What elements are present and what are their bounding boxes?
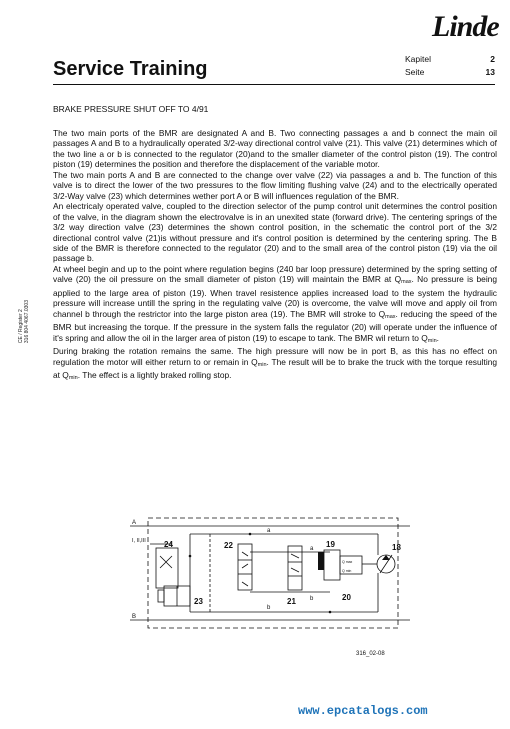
component-24-label: 24 — [164, 540, 173, 549]
hydraulic-schematic — [130, 512, 415, 642]
component-23-label: 23 — [194, 597, 203, 606]
component-18-label: 18 — [392, 543, 401, 552]
component-20-label: 20 — [342, 593, 351, 602]
component-21-label: 21 — [287, 597, 296, 606]
paragraph: An electricaly operated valve, coupled to the direction selector of the pump control unit determines the control position of the valve, in the diagram shown the electrovalve is in an unexited state (forward drive). The centering springs of the 3/2 way direction valve (23) determines the shown control position, in the schematic the control port of the 3/2 directional control valve (21)is without pressure and it's control position is determined by the centering spring. The B side of the BMR is therefore connected to the regulator (20) and to the small area of the control piston (19) via the oil passage b. — [53, 201, 497, 264]
paragraph: At wheel begin and up to the point where regulation begins (240 bar loop pressure) determined by the spring setting of valve (20) the oil pressure on the small diameter of piston (19) will maintain the BMR at $Q_{max}$. No pressure is being applied to the large area of piston (19). When travel resistence applies increased load to the system the hydraulic pressure will increase untill the spring in the regulating valve (20) is overcome, the valve will move and apply oil from channel b through the restrictor into the large piston area (19). The BMR will stroke to $Q_{max}$. reducing the speed of the BMR but increasing the torque. If the pressure in the system falls the regulator (20) will operate under the influence of it's spring and allow the oil in the larger area of piston (19) to escape to tank. The BMR wil return to $Q_{min}$. — [53, 263, 497, 344]
port-a-label: A — [132, 520, 137, 526]
watermark-link: www.epcatalogs.com — [298, 704, 428, 718]
qmin-tag: Q min — [342, 569, 352, 573]
passage-a-label: a — [267, 528, 271, 534]
component-19-label: 19 — [326, 540, 335, 549]
qmax-tag: Q max — [342, 560, 353, 564]
passage-a2-label: a — [310, 546, 314, 552]
port-b-label: B — [132, 614, 137, 620]
header-rule — [53, 84, 495, 85]
side-register-code: CE / Register 2 316 804 4067.0303 — [18, 300, 30, 344]
line-label: I, II,III — [132, 538, 146, 544]
component-22-label: 22 — [224, 541, 233, 550]
paragraph: The two main ports of the BMR are designated A and B. Two connecting passages a and b connect the main oil passages A and B to a hydraulically operated 3/2-way directional control valve (21). This valve (21) determines which of the two line a or b is connected to the regulator (20)and to the smaller diameter of the control piston (19). The control piston (19) determines the position and therefore the displacement of the variable motor. — [53, 128, 497, 170]
page-meta — [405, 54, 495, 80]
chapter-label: Kapitel — [405, 54, 431, 64]
passage-b-label: b — [267, 605, 271, 611]
page-label: Seite — [405, 67, 425, 77]
page-value: 13 — [485, 67, 495, 77]
paragraph: The two main ports A and B are connected to the change over valve (22) via passages a and b. The function of this valve is to direct the lower of the two pressures to the flow limiting flushing valve (24) and to the electrically operated 3/2-Way valve (23) which determines wether port A or B will influences regulation of the BMR. — [53, 169, 497, 201]
linde-logo: Linde — [432, 10, 499, 43]
passage-b2-label: b — [310, 596, 314, 602]
figure-code: 316_02-08 — [356, 651, 385, 657]
section-heading: BRAKE PRESSURE SHUT OFF TO 4/91 — [53, 104, 209, 114]
paragraph: During braking the rotation remains the same. The high pressure will now be in port B, as this has no effect on regulation the motor will either return to or remain in $Q_{min}$. The result will be to brake the truck with the torque resulting at $Q_{min}$. The effect is a lightly braked rolling stop. — [53, 346, 498, 381]
body-text — [53, 128, 497, 383]
page-title: Service Training — [53, 58, 208, 80]
chapter-value: 2 — [490, 54, 495, 64]
